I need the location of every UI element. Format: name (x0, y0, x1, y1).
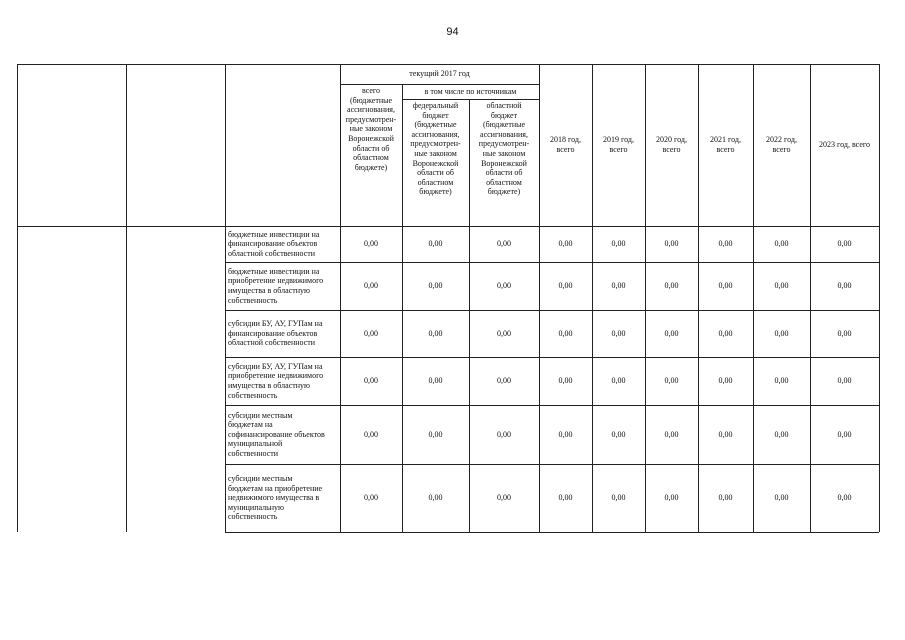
header-2023: 2023 год, всего (819, 140, 870, 150)
value-cell: 0,00 (497, 328, 511, 338)
value-cell: 0,00 (364, 376, 378, 386)
value-cell: 0,00 (774, 281, 789, 291)
value-cell: 0,00 (774, 493, 789, 503)
row-label: субсидии БУ, АУ, ГУПам на финансирование объектов областной собственности (228, 319, 323, 348)
row-label: субсидии местным бюджетам на приобретение недвижимого имущества в муниципальную собственность (228, 474, 323, 522)
value-cell: 0,00 (837, 239, 852, 249)
value-cell: 0,00 (558, 493, 573, 503)
value-cell: 0,00 (428, 376, 443, 386)
value-cell: 0,00 (364, 281, 378, 291)
row-border (225, 532, 879, 533)
value-cell: 0,00 (664, 493, 679, 503)
header-total: всего (бюджетные ассигнования, предусмотрен- ные законом Воронежской области об областном бюджете) (345, 86, 397, 172)
value-cell: 0,00 (497, 493, 511, 503)
value-cell: 0,00 (364, 493, 378, 503)
value-cell: 0,00 (664, 376, 679, 386)
value-cell: 0,00 (611, 376, 626, 386)
value-cell: 0,00 (558, 429, 573, 439)
value-cell: 0,00 (611, 429, 626, 439)
value-cell: 0,00 (558, 281, 573, 291)
header-current-year: текущий 2017 год (409, 69, 470, 79)
value-cell: 0,00 (837, 328, 852, 338)
row-label: субсидии местным бюджетам на софинансирование объектов муниципальной собственности (228, 410, 325, 458)
header-2021: 2021 год, всего (710, 135, 741, 154)
value-cell: 0,00 (558, 376, 573, 386)
header-2020: 2020 год, всего (656, 135, 687, 154)
value-cell: 0,00 (611, 239, 626, 249)
value-cell: 0,00 (774, 376, 789, 386)
column-border (126, 64, 127, 532)
row-label: бюджетные инвестиции на приобретение недвижимого имущества в областную собственность (228, 266, 324, 305)
value-cell: 0,00 (664, 281, 679, 291)
header-federal-budget: федеральный бюджет (бюджетные ассигнования, предусмотрен- ные законом Воронежской области об областном бюджете) (410, 101, 461, 197)
value-cell: 0,00 (558, 328, 573, 338)
value-cell: 0,00 (718, 493, 733, 503)
row-label: бюджетные инвестиции на финансирование объектов областной собственности (228, 229, 320, 258)
value-cell: 0,00 (718, 281, 733, 291)
value-cell: 0,00 (428, 493, 443, 503)
value-cell: 0,00 (611, 493, 626, 503)
value-cell: 0,00 (611, 281, 626, 291)
column-border (17, 64, 18, 532)
value-cell: 0,00 (428, 239, 443, 249)
value-cell: 0,00 (664, 328, 679, 338)
value-cell: 0,00 (611, 328, 626, 338)
value-cell: 0,00 (718, 328, 733, 338)
header-regional-budget: областной бюджет (бюджетные ассигнования, предусмотрен- ные законом Воронежской области об областном бюджете) (478, 101, 530, 197)
value-cell: 0,00 (718, 239, 733, 249)
value-cell: 0,00 (497, 376, 511, 386)
value-cell: 0,00 (664, 429, 679, 439)
header-bottom-border (17, 226, 225, 227)
column-border (879, 64, 880, 532)
value-cell: 0,00 (428, 328, 443, 338)
header-2022: 2022 год, всего (766, 135, 797, 154)
page-number: 94 (446, 26, 459, 38)
value-cell: 0,00 (558, 239, 573, 249)
value-cell: 0,00 (718, 376, 733, 386)
row-label: субсидии БУ, АУ, ГУПам на приобретение недвижимого имущества в областную собственность (228, 361, 324, 400)
value-cell: 0,00 (837, 281, 852, 291)
value-cell: 0,00 (664, 239, 679, 249)
header-2019: 2019 год, всего (603, 135, 634, 154)
value-cell: 0,00 (428, 281, 443, 291)
header-by-sources: в том числе по источникам (424, 86, 517, 96)
value-cell: 0,00 (837, 429, 852, 439)
value-cell: 0,00 (497, 281, 511, 291)
value-cell: 0,00 (774, 328, 789, 338)
value-cell: 0,00 (364, 328, 378, 338)
value-cell: 0,00 (364, 239, 378, 249)
value-cell: 0,00 (364, 429, 378, 439)
value-cell: 0,00 (497, 429, 511, 439)
value-cell: 0,00 (774, 239, 789, 249)
value-cell: 0,00 (774, 429, 789, 439)
value-cell: 0,00 (837, 493, 852, 503)
value-cell: 0,00 (718, 429, 733, 439)
value-cell: 0,00 (428, 429, 443, 439)
value-cell: 0,00 (837, 376, 852, 386)
header-2018: 2018 год, всего (550, 135, 581, 154)
value-cell: 0,00 (497, 239, 511, 249)
